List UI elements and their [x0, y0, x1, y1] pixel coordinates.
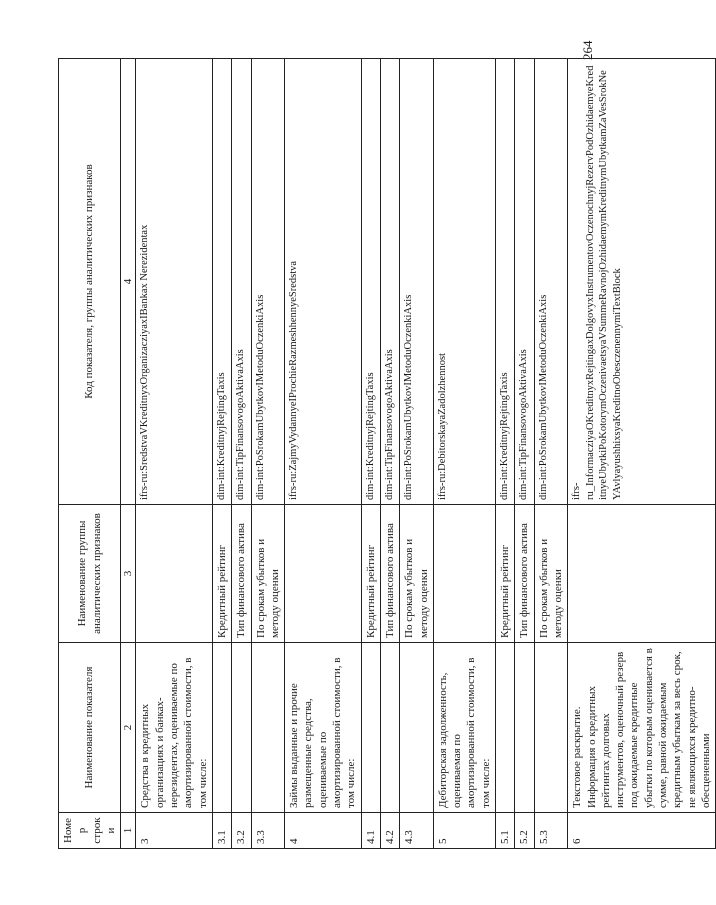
code-cell: ifrs-ru:ZajmyVydannyeIProchieRazmeshhennyeSredstva — [285, 59, 361, 505]
group-name-cell: Тип финансового актива — [515, 505, 534, 643]
indicator-name-cell — [212, 643, 231, 813]
column-number: 3 — [121, 505, 136, 643]
column-number: 4 — [121, 59, 136, 505]
table-row — [361, 59, 380, 849]
group-name-cell: Кредитный рейтинг — [496, 505, 515, 643]
table-row — [232, 59, 251, 849]
indicator-name-cell: Средства в кредитных организациях и банках-нерезидентах, оцениваемые по амортизированной стоимости, в том числе: — [136, 643, 212, 813]
page-number: 264 — [580, 40, 595, 60]
table-row — [212, 59, 231, 849]
indicator-name-cell — [251, 643, 285, 813]
code-cell: dim-int:PoSrokamUbytkovIMetoduOczenkiAxis — [400, 59, 434, 505]
indicator-name-cell — [361, 643, 380, 813]
indicator-name-cell — [400, 643, 434, 813]
group-name-cell: По срокам убытков и методу оценки — [534, 505, 568, 643]
code-cell: dim-int:PoSrokamUbytkovIMetoduOczenkiAxis — [534, 59, 568, 505]
table-row — [136, 59, 212, 849]
column-number-row — [121, 59, 136, 849]
table-header-row — [59, 59, 121, 849]
table-row — [496, 59, 515, 849]
row-number-cell: 5.2 — [515, 813, 534, 849]
indicator-table — [58, 58, 716, 849]
indicator-name-cell: Дебиторская задолженность, оцениваемая по амортизированной стоимости, в том числе: — [433, 643, 495, 813]
row-number-cell: 4.2 — [380, 813, 399, 849]
group-name-cell — [136, 505, 212, 643]
group-name-cell: Кредитный рейтинг — [212, 505, 231, 643]
table-row — [568, 59, 716, 849]
code-cell: dim-int:TipFinansovogoAktivaAxis — [380, 59, 399, 505]
row-number-cell: 5 — [433, 813, 495, 849]
row-number-cell: 3.3 — [251, 813, 285, 849]
indicator-name-cell — [496, 643, 515, 813]
group-name-cell: Кредитный рейтинг — [361, 505, 380, 643]
group-name-cell: По срокам убытков и методу оценки — [251, 505, 285, 643]
indicator-name-cell: Займы выданные и прочие размещенные средства, оцениваемые по амортизированной стоимости, в том числе: — [285, 643, 361, 813]
table-row — [534, 59, 568, 849]
code-cell: ifrs-ru:SredstvaVKreditnyxOrganizacziyaxIBankax Nerezidentax — [136, 59, 212, 505]
code-cell: ifrs-ru:DebitorskayaZadolzhennost — [433, 59, 495, 505]
row-number-cell: 4.1 — [361, 813, 380, 849]
code-cell: dim-int:TipFinansovogoAktivaAxis — [232, 59, 251, 505]
code-cell: dim-int:TipFinansovogoAktivaAxis — [515, 59, 534, 505]
group-name-cell: По срокам убытков и методу оценки — [400, 505, 434, 643]
table-row — [285, 59, 361, 849]
header-code: Код показателя, группы аналитических признаков — [59, 59, 121, 505]
table-row — [400, 59, 434, 849]
row-number-cell: 3 — [136, 813, 212, 849]
group-name-cell: Тип финансового актива — [380, 505, 399, 643]
indicator-name-cell — [515, 643, 534, 813]
header-group-name: Наименование группы аналитических признаков — [59, 505, 121, 643]
table-row — [515, 59, 534, 849]
group-name-cell: Тип финансового актива — [232, 505, 251, 643]
table-body — [136, 59, 716, 849]
row-number-cell: 6 — [568, 813, 716, 849]
column-number: 2 — [121, 643, 136, 813]
indicator-name-cell — [380, 643, 399, 813]
header-indicator-name: Наименование показателя — [59, 643, 121, 813]
row-number-cell: 3.1 — [212, 813, 231, 849]
group-name-cell — [568, 505, 716, 643]
code-cell: ifrs-ru_InformacziyaOKreditnyxRejtingaxDolgovyxInstrumentovOczenochnyjRezervPodOzhidaemyeKreditnyeUbytkiPoKotorymOczenivaetsyaVSummeRavnojOzhidaemymKreditnymUbytkamZaVesSrokNeYAvlyayushhixsyaKreditnoObesczenennymiTextBlock — [568, 59, 716, 505]
group-name-cell — [285, 505, 361, 643]
row-number-cell: 3.2 — [232, 813, 251, 849]
table-row — [251, 59, 285, 849]
row-number-cell: 5.3 — [534, 813, 568, 849]
row-number-cell: 5.1 — [496, 813, 515, 849]
indicator-name-cell — [534, 643, 568, 813]
code-cell: dim-int:KreditnyjRejtingTaxis — [361, 59, 380, 505]
indicator-name-cell: Текстовое раскрытие. Информация о кредитных рейтингах долговых инструментов, оценочный резерв под ожидаемые кредитные убытки по которым оценивается в сумме, равной ожидаемым кредитным убыткам за весь срок, не являющихся кредитно-обесцененными — [568, 643, 716, 813]
group-name-cell — [433, 505, 495, 643]
column-number: 1 — [121, 813, 136, 849]
code-cell: dim-int:KreditnyjRejtingTaxis — [212, 59, 231, 505]
table-row — [433, 59, 495, 849]
rotated-table-container — [58, 59, 712, 849]
row-number-cell: 4 — [285, 813, 361, 849]
indicator-name-cell — [232, 643, 251, 813]
header-row-number: Номер строки — [59, 813, 121, 849]
table-row — [380, 59, 399, 849]
row-number-cell: 4.3 — [400, 813, 434, 849]
code-cell: dim-int:KreditnyjRejtingTaxis — [496, 59, 515, 505]
code-cell: dim-int:PoSrokamUbytkovIMetoduOczenkiAxis — [251, 59, 285, 505]
